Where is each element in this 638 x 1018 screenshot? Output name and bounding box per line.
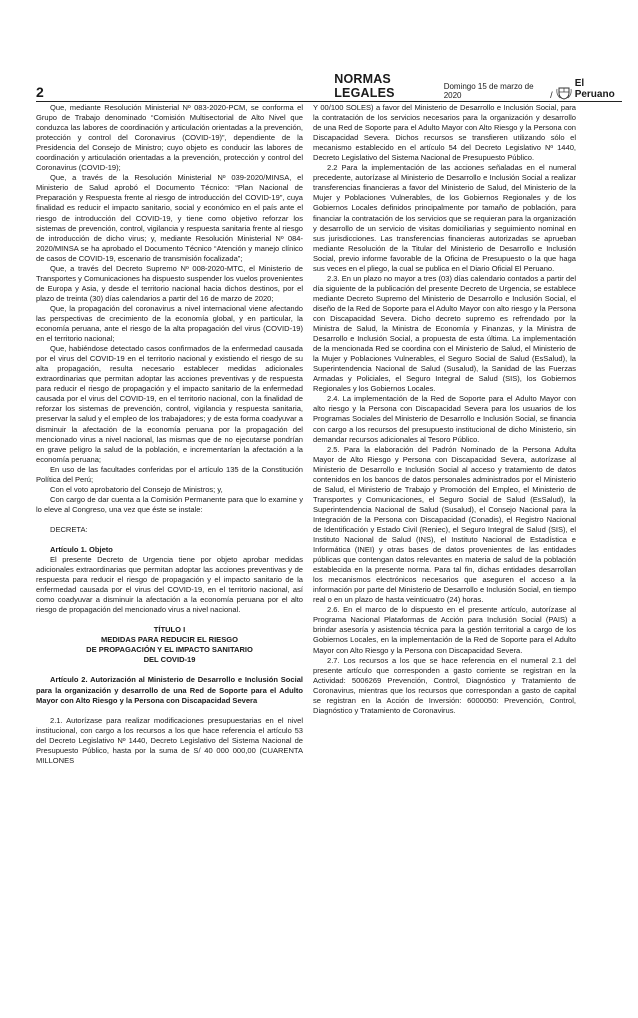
- paragraph: En uso de las facultades conferidas por el artículo 135 de la Constitución Política del Perú;: [36, 464, 303, 484]
- paragraph: Que, habiéndose detectado casos confirmados de la enfermedad causada por el virus del COVID-19 en el territorio nacional y existiendo el riesgo de su alta propagación, resulta necesario establecer medidas adicionales extraordinarias que permitan adoptar las acciones preventivas y de respuesta para reducir el riesgo de propagación y el impacto sanitario de la enfermedad causada por el virus del COVID-19, en el territorio nacional, con la finalidad de reforzar los sistemas de prevención, control, vigilancia y respuesta sanitaria, preservar la salud y el empleo de los trabajadores; y de esta forma coadyuvar a disminuir la afectación de la economía peruana por la propagación del mencionado virus a nivel nacional, las mismas que de no ejecutarse pondrían en grave peligro la salud de la población, e incrementarían la afectación a la economía peruana;: [36, 344, 303, 464]
- paragraph: Y 00/100 SOLES) a favor del Ministerio de Desarrollo e Inclusión Social, para la contratación de los servicios necesarios para la organización y desarrollo de una Red de Soporte para el Adulto Mayor con Alto Riesgo y la Persona con Discapacidad Severa. Dichos recursos se transfieren utilizando sólo el mecanismo establecido en el artículo 54 del Decreto Legislativo Nº 1440, Decreto Legislativo del Sistema Nacional de Presupuesto Público.: [313, 103, 576, 163]
- article-1-text: El presente Decreto de Urgencia tiene por objeto aprobar medidas adicionales extraordinarias que permitan adoptar las acciones preventivas y de respuesta para reducir el riesgo de propagación y el impacto sanitario de la enfermedad causada por el virus del COVID-19, en el territorio nacional, así como coadyuvar a disminuir la afectación a la economía peruana por el alto riesgo de propagación del mencionado virus a nivel nacional.: [36, 555, 303, 615]
- paragraph: Que, a través de la Resolución Ministerial Nº 039-2020/MINSA, el Ministerio de Salud aprobó el Documento Técnico: “Plan Nacional de Preparación y Respuesta frente al riesgo de introducción del COVID-19”, cuya finalidad es reducir el impacto sanitario, social y económico en el país ante el riesgo de introducción del COVID-19, y tiene como objetivo reforzar los sistemas de prevención, control, vigilancia y respuesta sanitaria frente al riesgo de introducción de dicho virus; y, mediante Resolución Ministerial Nº 084-2020/MINSA se ha aprobado el Documento Técnico “Atención y manejo clínico de casos de COVID-19, escenario de transmisión focalizada”;: [36, 173, 303, 263]
- paragraph: 2.6. En el marco de lo dispuesto en el presente artículo, autorízase al Programa Nacional Plataformas de Acción para Inclusión Social (PAIS) a brindar asesoría y asistencia técnica para la gestión territorial a cargo de los Gobiernos Locales, en la implementación de la Red de Soporte para el Adulto Mayor con Alto Riesgo y la Persona con Discapacidad Severa.: [313, 605, 576, 655]
- left-column: [36, 103, 303, 766]
- paragraph: 2.5. Para la elaboración del Padrón Nominado de la Persona Adulta Mayor de Alto Riesgo y Persona con Discapacidad Severa, autorízase al Ministerio de Desarrollo e Inclusión Social al acceso y tratamiento de datos contenidos en los bancos de datos personales administrados por el Ministerio de Salud, el Ministerio de Trabajo y Promoción del Empleo, el Ministerio de Transportes y Comunicaciones, el Seguro Social de Salud (EsSalud), la Superintendencia Nacional de Salud (Susalud), el Consejo Nacional para la Integración de la Persona con Discapacidad (Conadis), el Registro Nacional de Identificación y Estado Civil (Reniec), el Seguro Integral de Salud (SIS), el Instituto Nacional de Salud (INS), el Instituto Nacional de Estadística e Informática (INEI) y otras bases de datos provenientes de las entidades públicas que contengan datos relevantes en materia de salud de la población establecida en la presente norma. Para tal fin, dichas entidades desarrollan los mecanismos electrónicos necesarios que aseguren el acceso a la información por parte del Ministerio de Desarrollo e Inclusión Social, en tiempo real o en un plazo de hasta veinticuatro (24) horas.: [313, 444, 577, 605]
- paragraph: 2.3. En un plazo no mayor a tres (03) días calendario contados a partir del día siguiente de la publicación del presente Decreto de Urgencia, se establece mediante Decreto Supremo del Ministerio de Desarrollo e Inclusión Social, el diseño de la Red de Soporte para el Adulto Mayor con alto riesgo y la Persona con Discapacidad Severa. Dicho decreto supremo es refrendado por la Ministra de Salud, la Ministra de Economía y Finanzas, y la Ministra de Desarrollo e Inclusión Social, a propuesta de esta última. La implementación de la mencionada Red se coordina con el Ministerio de Salud, el Ministerio de la Mujer y Poblaciones Vulnerables, el Seguro Social de Salud (EsSalud), la Superintendencia Nacional de Salud (Susalud), la Sanidad de las Fuerzas Armadas y Policiales, el Seguro Integral de Salud (SIS), los Gobiernos Regionales y los Gobiernos Locales.: [313, 273, 576, 394]
- paragraph: 2.4. La implementación de la Red de Soporte para el Adulto Mayor con alto riesgo y la Persona con Discapacidad Severa para los usuarios de los Programas Sociales del Ministerio de Desarrollo e Inclusión Social, se financia con cargo a los recursos del presupuesto institucional de dicho Ministerio, sin demandar recursos adicionales al Tesoro Público.: [313, 394, 576, 444]
- paragraph: Con cargo de dar cuenta a la Comisión Permanente para que lo examine y lo eleve al Congreso, una vez que éste se instale:: [36, 494, 303, 514]
- article-1-title: Artículo 1. Objeto: [50, 544, 113, 554]
- paragraph: Que, la propagación del coronavirus a nivel internacional viene afectando las perspectivas de crecimiento de la economía global, y en particular, la economía peruana, ante el riesgo de la alta propagación del virus (COVID-19) en el territorio nacional;: [36, 303, 303, 344]
- section-title: NORMAS LEGALES: [334, 72, 395, 100]
- header-separator: /: [550, 90, 553, 100]
- peru-emblem-icon: [556, 86, 572, 100]
- page-header: [36, 72, 622, 100]
- paragraph: Con el voto aprobatorio del Consejo de Ministros; y,: [50, 484, 223, 494]
- paragraph: 2.1. Autorízase para realizar modificaciones presupuestarias en el nivel institucional, con cargo a los recursos a los que hace referencia el artículo 53 del Decreto Legislativo Nº 1440, Decreto Legislativo del Sistema Nacional de Presupuesto Público, hasta por la suma de S/ 40 000 000,00 (CUARENTA MILLONES: [36, 715, 303, 765]
- decreta-heading: DECRETA:: [50, 524, 88, 534]
- page-number: 2: [36, 84, 44, 100]
- right-column: [313, 103, 576, 716]
- paragraph: 2.2 Para la implementación de las acciones señaladas en el numeral precedente, autorízase al Ministerio de Desarrollo e Inclusión Social a realizar transferencias financieras a favor del Ministerio de Salud, del Ministerio de la Mujer y Poblaciones Vulnerables, de los Gobiernos Regionales y de los Gobiernos Locales definidos principalmente por tamaño de población, para financiar la contratación de los servicios que se requieran para la organización y desarrollo de un servicio de visitas domiciliarias y seguimiento nominal en sus jurisdicciones. Las transferencias financieras autorizadas se aprueban mediante Resolución de la Titular del Ministerio de Desarrollo e Inclusión Social, previo informe favorable de la Oficina de Presupuesto o la que haga sus veces en el pliego, la cual se publica en el Diario Oficial El Peruano.: [313, 163, 576, 273]
- title-heading-line: TÍTULO I: [153, 625, 186, 635]
- title-heading-line: DE PROPAGACIÓN Y EL IMPACTO SANITARIO: [86, 645, 253, 655]
- header-rule: [36, 101, 622, 102]
- issue-date: Domingo 15 de marzo de 2020: [443, 82, 534, 100]
- article-2-title: Artículo 2. Autorización al Ministerio de Desarrollo e Inclusión Social para la organización y desarrollo de una Red de Soporte para el Adulto Mayor con Alto Riesgo y la Persona con Discapacidad Severa: [36, 675, 303, 705]
- newspaper-name: El Peruano: [574, 78, 615, 100]
- paragraph: Que, a través del Decreto Supremo Nº 008-2020-MTC, el Ministerio de Transportes y Comunicaciones ha dispuesto suspender los vuelos provenientes de Europa y Asia, y desde el territorio nacional hacia dichos destinos, por el plazo de treinta (30) días calendarios a partir del 16 de marzo de 2020;: [36, 263, 303, 303]
- title-heading-line: MEDIDAS PARA REDUCIR EL RIESGO: [101, 635, 238, 645]
- title-heading-line: DEL COVID-19: [143, 655, 196, 665]
- paragraph: 2.7. Los recursos a los que se hace referencia en el numeral 2.1 del presente artículo que corresponden a gasto corriente se registran en la Actividad: 5006269 Prevención, Control, Diagnóstico y Tratamiento de Coronavirus, mientras que los recursos que correspondan a gasto de capital se registran en la Acción de Inversión: 6000050: Prevención, Control, Diagnóstico y Tratamiento de Coronavirus.: [313, 655, 576, 715]
- paragraph: Que, mediante Resolución Ministerial Nº 083-2020-PCM, se conforma el Grupo de Trabajo denominado “Comisión Multisectorial de Alto Nivel que conduzca las labores de coordinación y articulación orientadas a la prevención, protección y control del Coronavirus (COVID-19)”, dependiente de la Presidencia del Consejo de Ministro; cuyo objeto es conducir las labores de coordinación y articulación orientadas a la prevención, protección y control del Coronavirus (COVID-19);: [36, 103, 303, 173]
